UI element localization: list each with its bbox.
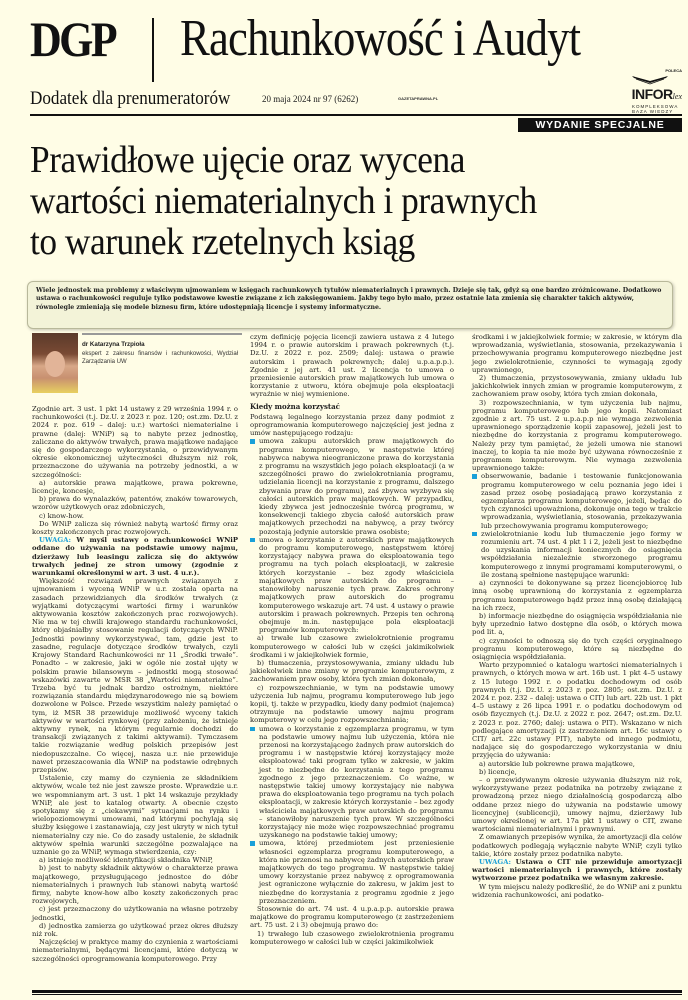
bullet-item: umowa o korzystanie z egzemplarza programu, w tym na podstawie umowy najmu lub użyczenia, która nie przenosi na korzystającego żadnych praw autorskich do programu i w następstwie której korzystający może eksploatować taki program tylko w zakresie, w jakim jest to niezbędne do korzystania z tego programu zgodnego z jego przeznaczeniem. Co ważne, w następstwie takiej umowy korzystający nie nabywa prawa do eksploatowania tego programu na tych polach eksploatacji, w zakresie których korzystanie – bez zgody właściciela majątkowych praw autorskich do programu – stanowiłoby naruszenie tych praw. W szczególności korzystający nie może więc rozpowszechniać programu uzyskanego na podstawie takiej umowy; xyxy=(250,725,454,840)
eagle-wings-icon xyxy=(630,75,670,85)
bullet-item: obserwowanie, badanie i testowanie funkcjonowania programu komputerowego w celu poznania jego idei i zasad przez osobę posiadającą prawo korzystania z egzemplarza programu komputerowego, jeżeli, będąc do tych czynności upoważniona, dokonuje ona tego w trakcie wprowadzania, wyświetlania, stosowania, przekazywania lub przechowywania programu komputerowego; xyxy=(472,472,682,529)
paragraph: Większość rozwiązań prawnych związanych z ujmowaniem i wyceną WNiP w u.r. została oparta na zasadach przewidzianych dla środków trwałych (z wyjątkami dotyczącymi wartości firmy i warunków aktywowania kosztów zakończonych prac rozwojowych). Nie ma w tej chwili krajowego standardu rachunkowości, który objaśniałby stosowanie regulacji dotyczących WNiP. Jednostki powinny wykorzystywać, tam, gdzie jest to zasadne, regulacje dotyczące środków trwałych, czyli Krajowy Standard Rachunkowości nr 11 „Środki trwałe”. Ponadto – w zakresie, jaki w ogóle nie został ujęty w polskim prawie bilansowym – jednostki mogą stosować wskazówki zawarte w MSR 38 „Wartości niematerialne”. Trzeba być tu jednak bardzo ostrożnym, niektóre rozwiązania standardu międzynarodowego nie są bowiem dozwolone w Polsce. Przede wszystkim należy pamiętać o tym, iż MSR 38 przewiduje możliwość wyceny takich aktywów w wartości rynkowej (przy założeniu, że istnieje aktywny rynek, na którym regularnie dochodzi do transakcji związanych z takimi aktywami). Tymczasem takie rozwiązanie według polskich przepisów jest niedopuszczalne. Co więcej, nasza u.r. nie przewiduje nawet przeszacowania dla WNiP na podstawie odrębnych przepisów. xyxy=(32,577,238,774)
footer-rule xyxy=(32,990,682,993)
site-name: GAZETAPRAWNA.PL xyxy=(398,96,439,101)
list-item: a) autorskie lub pokrewne prawa majątkowe, xyxy=(479,759,635,768)
issue-date: 20 maja 2024 nr 97 (6262) xyxy=(262,94,359,104)
column-2 xyxy=(250,333,454,946)
list-item: a) autorskie prawa majątkowe, prawa pokrewne, licencje, koncesje, xyxy=(32,478,238,496)
author-name: dr Katarzyna Trzpioła xyxy=(82,341,145,348)
list-item: 3) rozpowszechniania, w tym użyczenia lub najmu, programu komputerowego lub jego kopii. Natomiast zgodnie z art. 75 ust. 2 u.p.a.p.p nie wymaga zezwolenia uprawnionego sporządzenie kopii zapasowej, jeżeli jest to niezbędne do korzystania z programu komputerowego. Należy przy tym pamiętać, że jeżeli umowa nie stanowi inaczej, to kopia ta nie może być używana równocześnie z programem komputerowym. Nie wymaga zezwolenia uprawnionego także: xyxy=(472,398,682,473)
paragraph: Ustalenie, czy mamy do czynienia ze składnikiem aktywów, wcale też nie jest zawsze proste. Wprawdzie u.r. we wspomnianym art. 3 ust. 1 pkt 14 wskazuje przykłady WNiP, ale jest to katalog otwarty. A obecnie często spotykamy się z „ciekawymi” sytuacjami na rynku i wielopoziomowymi umowami, nad którymi pochylają się służby księgowe i zastanawiają, czy jest ukryty w nich tytuł niematerialny czy nie. Co do zasady ustalenie, że składnik aktywów spełnia warunki szczególne pozwalające na uznanie go za WNiP, wymaga stwierdzenia, czy: xyxy=(32,774,238,856)
list-item: 2) tłumaczenia, przystosowywania, zmiany układu lub jakichkolwiek innych zmian w programie komputerowym, z zachowaniem praw osoby, która tych zmian dokonała, xyxy=(472,374,682,399)
list-item: a) istnieje możliwość identyfikacji składnika WNiP, xyxy=(39,856,213,865)
list-item: c) czynności te odnoszą się do tych części oryginalnego programu komputerowego, które są niezbędne do osiągnięcia współdziałania. xyxy=(472,636,682,661)
infor-poleca: POLECA xyxy=(665,68,682,73)
paragraph: Z omawianych przepisów wynika, że amortyzacji dla celów podatkowych podlegają wyłącznie nabyte WNiP, czyli tylko takie, które zostały przez podatnika nabyte. xyxy=(472,833,682,858)
list-item: b) prawa do wynalazków, patentów, znaków towarowych, wzorów użytkowych oraz zdobniczych, xyxy=(32,495,238,512)
list-item: b) licencje, xyxy=(479,767,517,776)
headline-line: Prawidłowe ujęcie oraz wycena xyxy=(30,139,465,181)
note-box xyxy=(472,858,682,883)
masthead xyxy=(0,0,688,131)
list-item: c) know-how. xyxy=(39,511,84,520)
paragraph: – o przewidywanym okresie używania dłuższym niż rok, wykorzystywane przez podatnika na potrzeby związane z prowadzoną przez niego działalnością gospodarczą albo oddane przez niego do używania na podstawie umowy licencyjnej (sublicencji), umowy najmu, dzierżawy lub umowy określonej w art. 17a pkt 1 ustawy o CIT, zwane wartościami niematerialnymi i prawnymi. xyxy=(472,775,682,834)
list-item: a) trwałe lub czasowe zwielokrotnienie programu komputerowego w całości lub w części jakimikolwiek środkami i w jakiejkolwiek formie, xyxy=(250,634,454,659)
masthead-rule xyxy=(30,114,682,116)
note-label: UWAGA: xyxy=(39,536,71,545)
note-label: UWAGA: xyxy=(479,858,511,866)
infor-tag-line-2: BAZA WIEDZY xyxy=(632,109,674,114)
author-photo xyxy=(32,333,78,393)
list-item: b) jest to nabyty składnik aktywów o charakterze prawa majątkowego, przysługującego jednostce do dóbr niematerialnych i prawnych lub stanowi nabytą wartość firmy, nabyte know-how albo koszty zakończonych prac rozwojowych, xyxy=(32,864,238,906)
headline-line: to warunek rzetelnych ksiąg xyxy=(30,221,415,263)
infor-logo xyxy=(612,68,682,114)
column-3 xyxy=(472,333,682,899)
footer-rule-thin xyxy=(32,994,682,995)
article-headline xyxy=(30,140,625,263)
special-edition-badge: WYDANIE SPECJALNE xyxy=(518,118,682,132)
logo-separator xyxy=(152,18,154,82)
paragraph: czym definicję pojęcia licencji zawiera ustawa z 4 lutego 1994 r. o prawie autorskim i prawach pokrewnych (t.j. Dz.U. z 2022 r. poz. 2509; dalej: ustawa o prawie autorskim i prawach pokrewnych; dalej u.p.a.p.p.). Zgodnie z jej art. 41 ust. 2 licencja to umowa o przeniesienie autorskich praw majątkowych lub umowa o korzystanie z utworu, która obejmuje pola eksploatacji wyraźnie w niej wymienione. xyxy=(250,333,454,399)
paragraph: Najczęściej w praktyce mamy do czynienia z wartościami niematerialnymi, będącymi licencjami, które dotyczą w szczególności oprogramowania komputerowego. Przy xyxy=(32,938,238,963)
paragraph: Do WNiP zalicza się również nabytą wartość firmy oraz koszty zakończonych prac rozwojowych. xyxy=(32,519,238,537)
headline-line: wartości niematerialnych i prawnych xyxy=(30,180,537,222)
author-role: ekspert z zakresu finansów i rachunkowości, Wydział Zarządzania UW xyxy=(82,351,238,365)
column-1 xyxy=(32,333,238,963)
publication-title: Rachunkowość i Audyt xyxy=(180,10,581,67)
note-text: Ustawa o CIT nie przewiduje amortyzacji wartości niematerialnych i prawnych, które zostały wytworzone przez podatnika we własnym zakresie. xyxy=(472,858,682,883)
author-box xyxy=(32,333,238,397)
paragraph: środkami i w jakiejkolwiek formie; w zakresie, w którym dla wprowadzania, wyświetlania, stosowania, przekazywania i przechowywania programu komputerowego niezbędne jest jego zwielokrotnienie, czynności te wymagają zgody uprawnionego, xyxy=(472,333,682,374)
list-item: c) rozpowszechnianie, w tym na podstawie umowy użyczenia lub najmu, programu komputerowego lub jego kopii, tj. także w przypadku, kiedy dany podmiot (najemca) otrzymuje na podstawie umowy najmu program komputerowy w celu jego rozpowszechniania; xyxy=(250,683,454,725)
list-item: a) czynności te dokonywane są przez licencjobiorcę lub inną osobę uprawnioną do korzystania z egzemplarza programu komputerowego bądź przez inną osobę działającą na ich rzecz, xyxy=(472,579,682,612)
list-item: c) jest przeznaczony do użytkowania na własne potrzeby jednostki, xyxy=(32,905,238,922)
list-item: b) tłumaczenia, przystosowywania, zmiany układu lub jakiekolwiek inne zmiany w programie komputerowym, z zachowaniem praw osoby, która tych zmian dokonała, xyxy=(250,658,454,684)
infor-brand: INFOR xyxy=(631,86,673,102)
list-item: b) informacje niezbędne do osiągnięcia współdziałania nie były uprzednio łatwo dostępne dla osób, o których mowa pod lit. a, xyxy=(472,611,682,637)
bullet-item: umowa o korzystanie z autorskich praw majątkowych do programu komputerowego, następstwem której korzystający nabywa prawa do eksploatowania tego programu na tych polach eksploatacji, w zakresie których korzystanie – bez zgody właściciela majątkowych praw autorskich do programu – stanowiłoby naruszenie tych praw. Zakres ochrony majątkowych praw autorskich do programu komputerowego wskazuje art. 74 ust. 4 ustawy o prawie autorskim i prawach pokrewnych. Przepis ten ochroną obejmuje m.in. następujące pola eksploatacji programów komputerowych: xyxy=(250,536,454,634)
list-item: d) jednostka zamierza go użytkować przez okres dłuższy niż rok. xyxy=(32,921,238,938)
dgp-logo: DGP xyxy=(30,11,115,67)
infor-tag-line-1: KOMPLEKSOWA xyxy=(632,104,679,109)
paragraph: W tym miejscu należy podkreślić, że do WNiP ani z punktu widzenia rachunkowości, ani podatko- xyxy=(472,882,682,899)
article-lead: Wiele jednostek ma problemy z właściwym ujmowaniem w księgach rachunkowych tytułów niematerialnych i prawnych. Dzieje się tak, gdyż są one bardzo zróżnicowane. Dodatkowo ustawa o rachunkowości reguluje tylko podstawowe kwestie związane z ich zaksięgowaniem. Jakby tego było mało, przez ostatnie lata zmienia się charakter takich aktywów, równolegle zmieniają się modele biznesu firm, które udostępniają licencje i systemy informatyczne. xyxy=(27,281,673,329)
paragraph: Warto przypomnieć o katalogu wartości niematerialnych i prawnych, o których mowa w art. 16b ust. 1 pkt 4–5 ustawy z 15 lutego 1992 r. o podatku dochodowym od osób prawnych (t.j. Dz.U. z 2023 r. poz. 2805; ost.zm. Dz.U. z 2024 r. poz. 232 – dalej: ustawa o CIT) lub art. 22b ust. 1 pkt 4–5 ustawy z 26 lipca 1991 r. o podatku dochodowym od osób fizycznych (t.j. Dz.U. z 2022 r. poz. 2647; ost.zm. Dz.U. z 2023 r. poz. 2760; dalej: ustawa o PIT). Wskazano w nich podlegające amortyzacji (z zastrzeżeniem art. 16c ustawy o CIT/ art. 22c ustawy PIT), nabyte od innego podmiotu, nadające się do gospodarczego wykorzystania w dniu przyjęcia do używania: xyxy=(472,661,682,760)
infor-suffix: lex xyxy=(672,92,682,101)
paragraph: Stosownie do art. 74 ust. 4 u.p.a.p.p. autorskie prawa majątkowe do programu komputerowego (z zastrzeżeniem art. 75 ust. 2 i 3) obejmują prawo do: xyxy=(250,905,454,930)
list-item: 1) trwałego lub czasowego zwielokrotnienia programu komputerowego w całości lub w części jakimikolwiek xyxy=(250,929,454,946)
paragraph: Podstawą legalnego korzystania przez dany podmiot z oprogramowania komputerowego najczęściej jest jedna z umów następującego rodzaju: xyxy=(250,412,454,438)
note-box xyxy=(32,536,238,577)
bullet-item: umowa, której przedmiotem jest przeniesienie własności egzemplarza programu komputerowego, a która nie przenosi na nabywcę żadnych autorskich praw majątkowych do tego programu. W następstwie takiej umowy korzystanie przez nabywcę z oprogramowania jest ograniczone wyłącznie do zakresu, w jakim jest to niezbędne do korzystania z programu zgodnie z jego przeznaczeniem. xyxy=(250,839,454,905)
paragraph: Zgodnie art. 3 ust. 1 pkt 14 ustawy z 29 września 1994 r. o rachunkowości (t.j. Dz.U. z 2023 r. poz. 120; ost.zm. Dz.U. z 2024 r. poz. 619 – dalej: u.r.) wartości niematerialne i prawne (dalej: WNiP) są to nabyte przez jednostkę, zaliczane do aktywów trwałych, prawa majątkowe nadające się do gospodarczego wykorzystania, o przewidywanym okresie ekonomicznej użyteczności dłuższym niż rok, przeznaczone do używania na potrzeby jednostki, a w szczególności: xyxy=(32,405,238,479)
supplement-subtitle: Dodatek dla prenumeratorów xyxy=(30,88,231,109)
bullet-item: zwielokrotnianie kodu lub tłumaczenie jego formy w rozumieniu art. 74 ust. 4 pkt 1 i 2, jeżeli jest to niezbędne do uzyskania informacji koniecznych do osiągnięcia współdziałania niezależnie stworzonego programu komputerowego z innymi programami komputerowymi, o ile zostaną spełnione następujące warunki: xyxy=(472,530,682,579)
bullet-item: umowa zakupu autorskich praw majątkowych do programu komputerowego, w następstwie której nabywca nabywa nieograniczone prawa do korzystania z programu na wszystkich jego polach eksploatacji (a w szczególności prawo do zwielokrotniania programu, udzielania licencji na korzystanie z programu, dalszego zbywania praw do programu), zaś zbywca wyzbywa się całości autorskich praw majątkowych. W przypadku, kiedy zbywca jest jednocześnie twórcą programu, w konsekwencji takiego zbycia całość autorskich praw majątkowych przechodzi na nabywcę, a przy twórcy pozostają jedynie autorskie prawa osobiste; xyxy=(250,437,454,535)
note-text: W myśl ustawy o rachunkowości WNiP oddane do używania na podstawie umowy najmu, dzierżawy lub leasingu zalicza się do aktywów trwałych jednej ze stron umowy (zgodnie z warunkami określonymi w art. 3 ust. 4 u.r.). xyxy=(32,536,238,578)
author-rule xyxy=(82,333,242,335)
section-heading: Kiedy można korzystać xyxy=(250,401,340,411)
